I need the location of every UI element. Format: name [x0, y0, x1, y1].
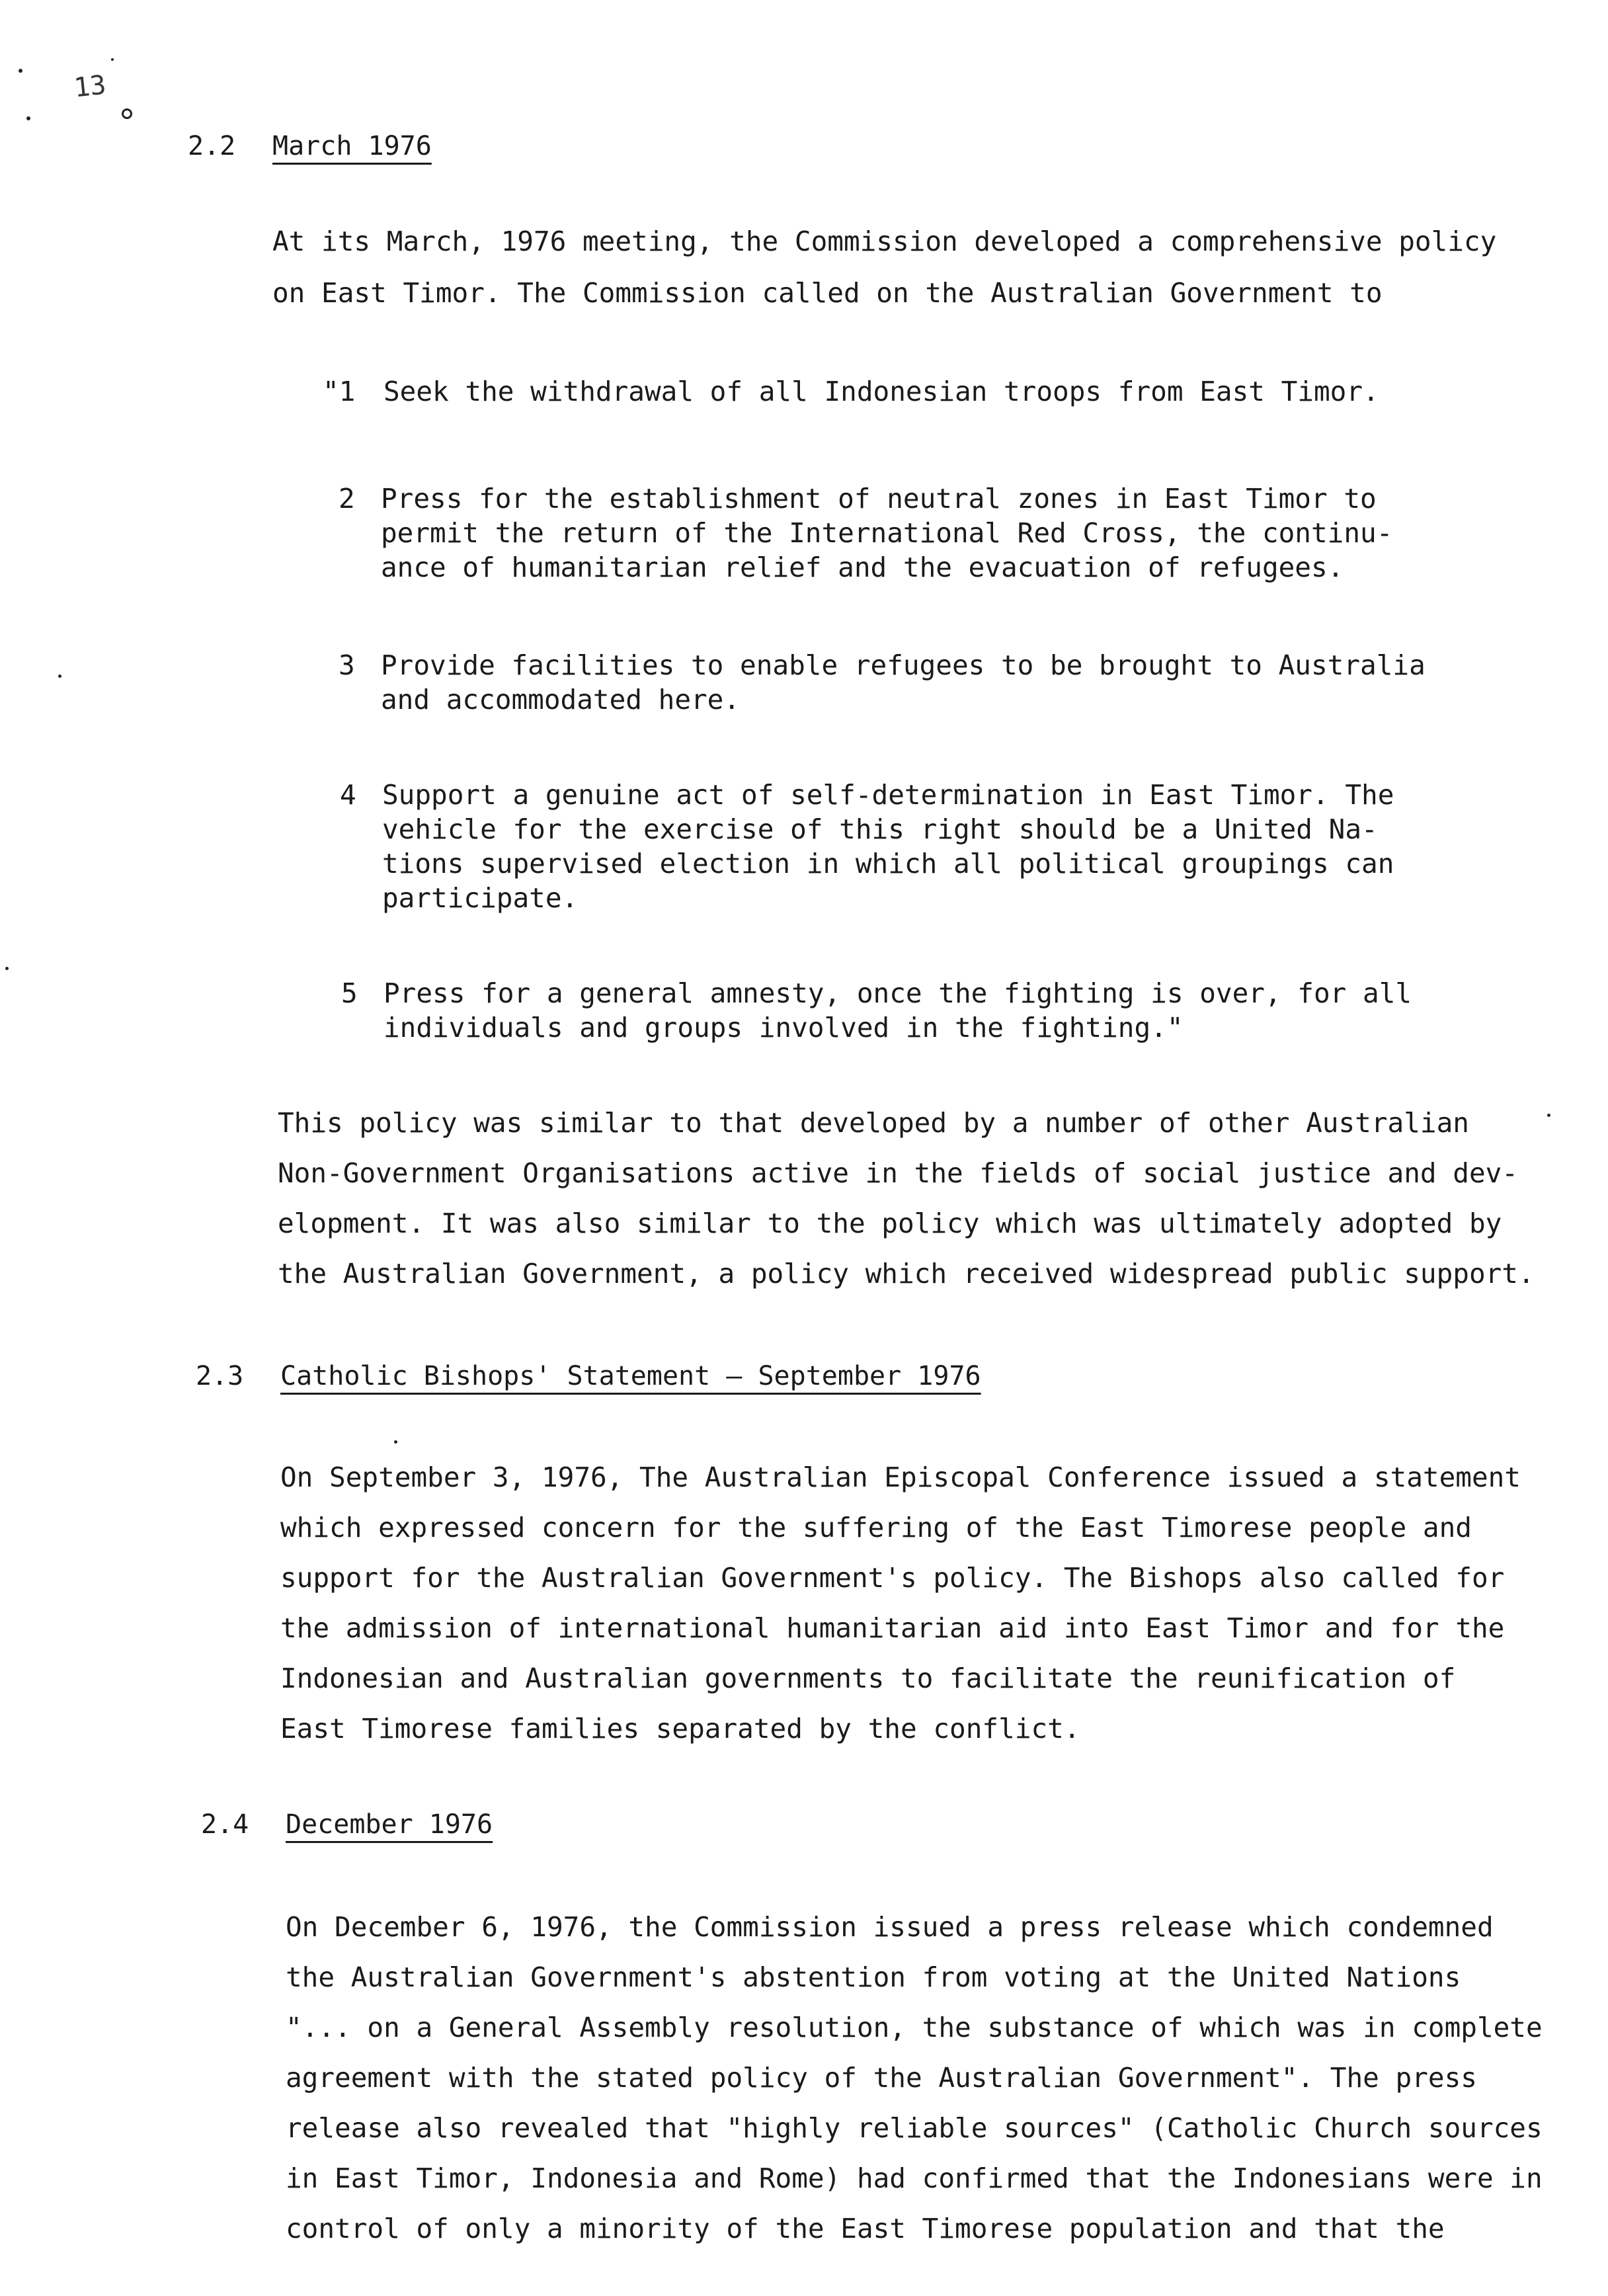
scan-speck [5, 967, 9, 970]
scan-speck [111, 58, 114, 61]
section-heading-2-2 [188, 131, 432, 161]
scan-speck [26, 116, 30, 120]
section-title: March 1976 [272, 131, 432, 161]
text-line: agreement with the stated policy of the Australian Government". The press [286, 2062, 1477, 2094]
item-line: Press for the establishment of neutral zones in East Timor to [381, 483, 1377, 514]
text-line: Non-Government Organisations active in the fields of social justice and dev- [278, 1157, 1518, 1189]
item-number: 3 [339, 649, 355, 681]
text-line: the Australian Government, a policy which received widespread public support. [278, 1258, 1535, 1290]
scan-speck [58, 675, 61, 678]
section-title: Catholic Bishops' Statement — September 1976 [280, 1361, 981, 1391]
item-line: Provide facilities to enable refugees to be brought to Australia [381, 649, 1426, 681]
text-line: Indonesian and Australian governments to facilitate the reunification of [280, 1662, 1456, 1694]
text-line: At its March, 1976 meeting, the Commission developed a comprehensive policy [272, 226, 1497, 257]
item-line: permit the return of the International Red Cross, the continu- [381, 517, 1393, 549]
section-heading-2-4 [201, 1809, 493, 1840]
section-2-4-body [286, 1902, 1543, 2254]
scan-speck [1547, 1114, 1550, 1117]
item-line: and accommodated here. [381, 684, 741, 716]
item-line: individuals and groups involved in the fighting." [383, 1012, 1184, 1044]
item-line: Seek the withdrawal of all Indonesian troops from East Timor. [383, 376, 1379, 407]
item-line: ance of humanitarian relief and the evacuation of refugees. [381, 552, 1344, 583]
text-line: This policy was similar to that developed by a number of other Australian [278, 1107, 1469, 1139]
text-line: in East Timor, Indonesia and Rome) had confirmed that the Indonesians were in [286, 2162, 1543, 2194]
item-line: vehicle for the exercise of this right should be a United Na- [382, 813, 1378, 845]
item-number: "1 [323, 376, 356, 407]
text-line: which expressed concern for the suffering of the East Timorese people and [280, 1512, 1472, 1543]
item-line: participate. [382, 882, 579, 914]
item-line: Press for a general amnesty, once the fighting is over, for all [383, 977, 1412, 1009]
section-title: December 1976 [286, 1809, 493, 1840]
text-line: support for the Australian Government's policy. The Bishops also called for [280, 1562, 1505, 1594]
item-number: 4 [340, 779, 356, 811]
item-line: tions supervised election in which all political groupings can [382, 848, 1394, 880]
text-line: control of only a minority of the East Timorese population and that the [286, 2213, 1445, 2244]
text-line: the admission of international humanitarian aid into East Timor and for the [280, 1612, 1505, 1644]
section-2-2-closing [278, 1098, 1535, 1299]
text-line: the Australian Government's abstention from voting at the United Nations [286, 1961, 1461, 1993]
section-number: 2.2 [188, 131, 236, 161]
text-line: elopment. It was also similar to the policy which was ultimately adopted by [278, 1208, 1502, 1239]
section-number: 2.3 [196, 1361, 244, 1391]
scan-speck [19, 69, 22, 73]
text-line: On December 6, 1976, the Commission issued a press release which condemned [286, 1911, 1494, 1943]
item-number: 5 [341, 977, 358, 1009]
text-line: release also revealed that "highly reliable sources" (Catholic Church sources [286, 2112, 1543, 2144]
section-number: 2.4 [201, 1809, 249, 1840]
text-line: East Timorese families separated by the conflict. [280, 1713, 1080, 1744]
page-number: 13 [72, 69, 108, 104]
section-2-2-intro [272, 216, 1496, 319]
section-heading-2-3 [196, 1361, 981, 1391]
text-line: "... on a General Assembly resolution, the substance of which was in complete [286, 2012, 1543, 2043]
item-number: 2 [339, 483, 355, 514]
scan-ring-mark [122, 108, 132, 119]
text-line: On September 3, 1976, The Australian Episcopal Conference issued a statement [280, 1461, 1521, 1493]
text-line: on East Timor. The Commission called on the Australian Government to [272, 277, 1383, 309]
section-2-3-body [280, 1452, 1521, 1754]
item-line: Support a genuine act of self-determination in East Timor. The [382, 779, 1394, 811]
scan-speck [394, 1440, 397, 1444]
